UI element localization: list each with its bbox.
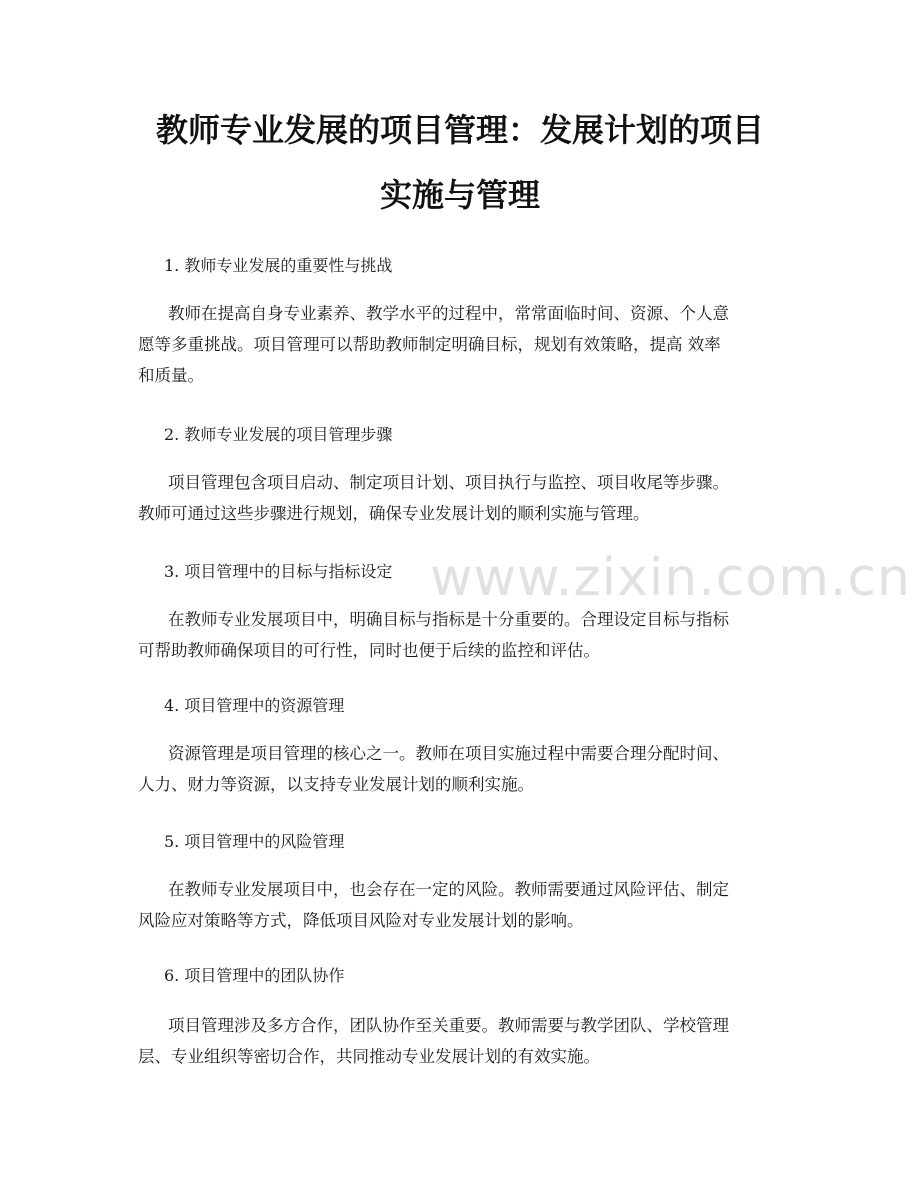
paragraph-line: 可帮助教师确保项目的可行性，同时也便于后续的监控和评估。 [138,641,600,660]
paragraph-line: 人力、财力等资源，以支持专业发展计划的顺利实施。 [138,775,534,794]
section-heading-1: 1. 教师专业发展的重要性与挑战 [164,256,393,275]
section-heading-3: 3. 项目管理中的目标与指标设定 [164,562,393,581]
section-paragraph-6 [138,1010,784,1072]
paragraph-line: 教师可通过这些步骤进行规划，确保专业发展计划的顺利实施与管理。 [138,504,650,523]
paragraph-line: 层、专业组织等密切合作，共同推动专业发展计划的有效实施。 [138,1047,600,1066]
section-paragraph-3 [138,604,784,666]
section-heading-5: 5. 项目管理中的风险管理 [164,832,345,851]
paragraph-line: 教师在提高自身专业素养、教学水平的过程中，常常面临时间、资源、个人意 [168,304,729,323]
paragraph-line: 在教师专业发展项目中，也会存在一定的风险。教师需要通过风险评估、制定 [168,880,729,899]
document-title-line-2: 实施与管理 [379,176,540,214]
paragraph-line: 项目管理包含项目启动、制定项目计划、项目执行与监控、项目收尾等步骤。 [168,473,729,492]
section-paragraph-1 [138,298,784,391]
document-title-line-1: 教师专业发展的项目管理：发展计划的项目 [155,111,764,149]
section-paragraph-2 [138,467,784,529]
paragraph-line: 资源管理是项目管理的核心之一。教师在项目实施过程中需要合理分配时间、 [168,744,729,763]
section-paragraph-5 [138,874,784,936]
section-heading-6: 6. 项目管理中的团队协作 [164,966,345,985]
watermark: www.zixin.com.cn [430,548,911,608]
paragraph-line: 和质量。 [138,366,204,385]
section-paragraph-4 [138,738,784,800]
paragraph-line: 愿等多重挑战。项目管理可以帮助教师制定明确目标，规划有效策略，提高 效率 [138,335,721,354]
paragraph-line: 项目管理涉及多方合作，团队协作至关重要。教师需要与教学团队、学校管理 [168,1016,729,1035]
section-heading-4: 4. 项目管理中的资源管理 [164,696,345,715]
paragraph-line: 在教师专业发展项目中，明确目标与指标是十分重要的。合理设定目标与指标 [168,610,729,629]
paragraph-line: 风险应对策略等方式，降低项目风险对专业发展计划的影响。 [138,911,584,930]
section-heading-2: 2. 教师专业发展的项目管理步骤 [164,425,393,444]
